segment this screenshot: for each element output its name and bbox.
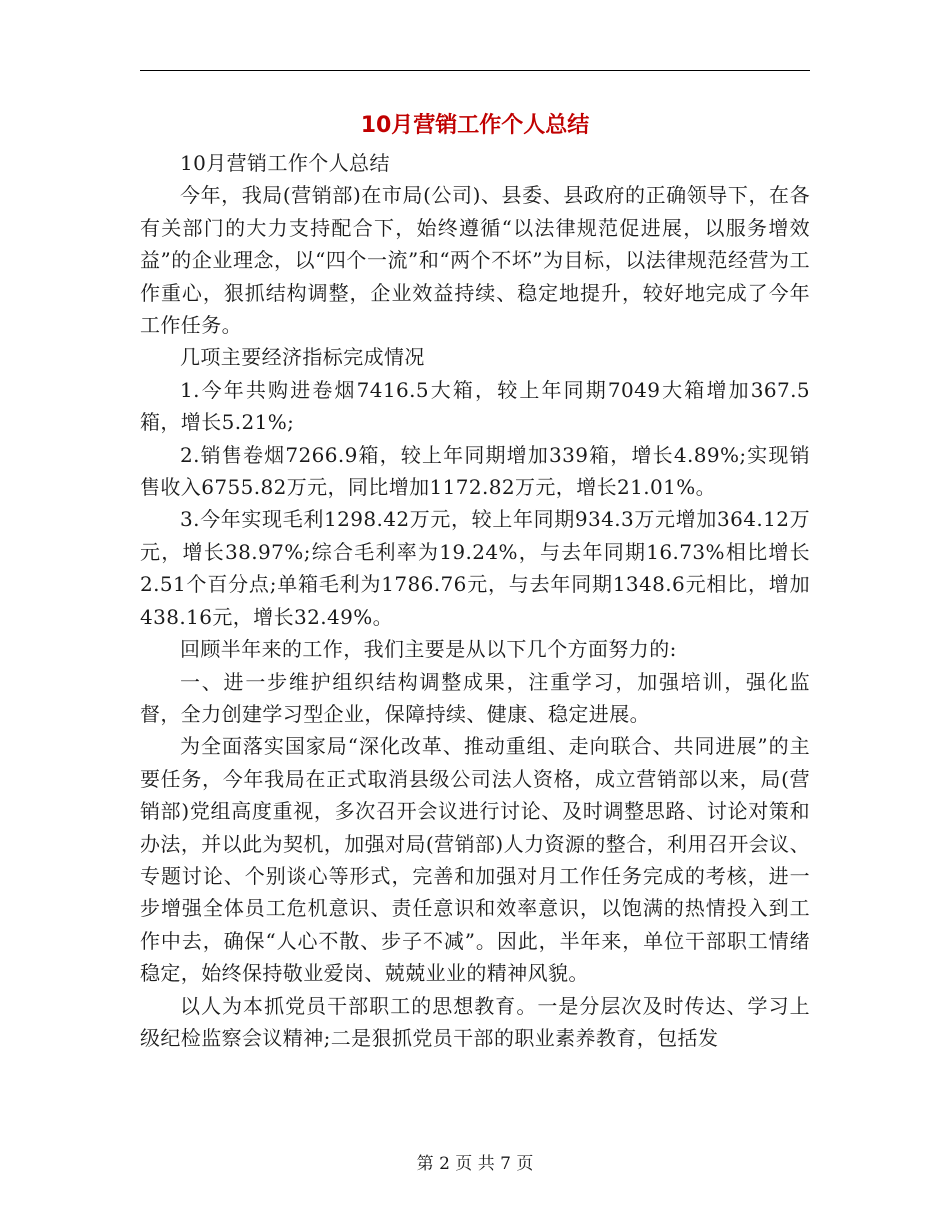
paragraph: 为全面落实国家局“深化改革、推动重组、走向联合、共同进展”的主要任务，今年我局在正式取消县级公司法人资格，成立营销部以来，局(营销部)党组高度重视，多次召开会议进行讨论、及时调整思路、讨论对策和办法，并以此为契机，加强对局(营销部)人力资源的整合，利用召开会议、专题讨论、个别谈心等形式，完善和加强对月工作任务完成的考核，进一步增强全体员工危机意识、责任意识和效率意识，以饱满的热情投入到工作中去，确保“人心不散、步子不减”。因此，半年来，单位干部职工情绪稳定，始终保持敬业爱岗、兢兢业业的精神风貌。	[140, 734, 810, 986]
header-rule	[140, 70, 810, 71]
paragraph: 3.今年实现毛利1298.42万元，较上年同期934.3万元增加364.12万元，增长38.97%;综合毛利率为19.24%，与去年同期16.73%相比增长2.51个百分点;单箱毛利为1786.76元，与去年同期1348.6元相比，增加438.16元，增长32.49%。	[140, 507, 810, 629]
page-number: 第 2 页 共 7 页	[416, 1154, 534, 1174]
paragraph: 一、进一步维护组织结构调整成果，注重学习，加强培训，强化监督，全力创建学习型企业，保障持续、健康、稳定进展。	[140, 669, 810, 726]
paragraph: 10月营销工作个人总结	[180, 151, 390, 175]
paragraph: 2.销售卷烟7266.9箱，较上年同期增加339箱，增长4.89%;实现销售收入6755.82万元，同比增加1172.82万元，增长21.01%。	[140, 442, 810, 500]
document-title: 10月营销工作个人总结	[360, 113, 590, 138]
document-body	[140, 147, 810, 1054]
paragraph: 回顾半年来的工作，我们主要是从以下几个方面努力的:	[180, 637, 677, 662]
paragraph: 几项主要经济指标完成情况	[180, 345, 425, 370]
paragraph: 以人为本抓党员干部职工的思想教育。一是分层次及时传达、学习上级纪检监察会议精神;二是狠抓党员干部的职业素养教育，包括发	[140, 993, 810, 1050]
paragraph: 今年，我局(营销部)在市局(公司)、县委、县政府的正确领导下，在各有关部门的大力支持配合下，始终遵循“以法律规范促进展，以服务增效益”的企业理念，以“四个一流”和“两个不坏”为目标，以法律规范经营为工作重心，狠抓结构调整，企业效益持续、稳定地提升，较好地完成了今年工作任务。	[140, 183, 810, 338]
paragraph: 1.今年共购进卷烟7416.5大箱，较上年同期7049大箱增加367.5箱，增长5.21%;	[140, 377, 810, 435]
